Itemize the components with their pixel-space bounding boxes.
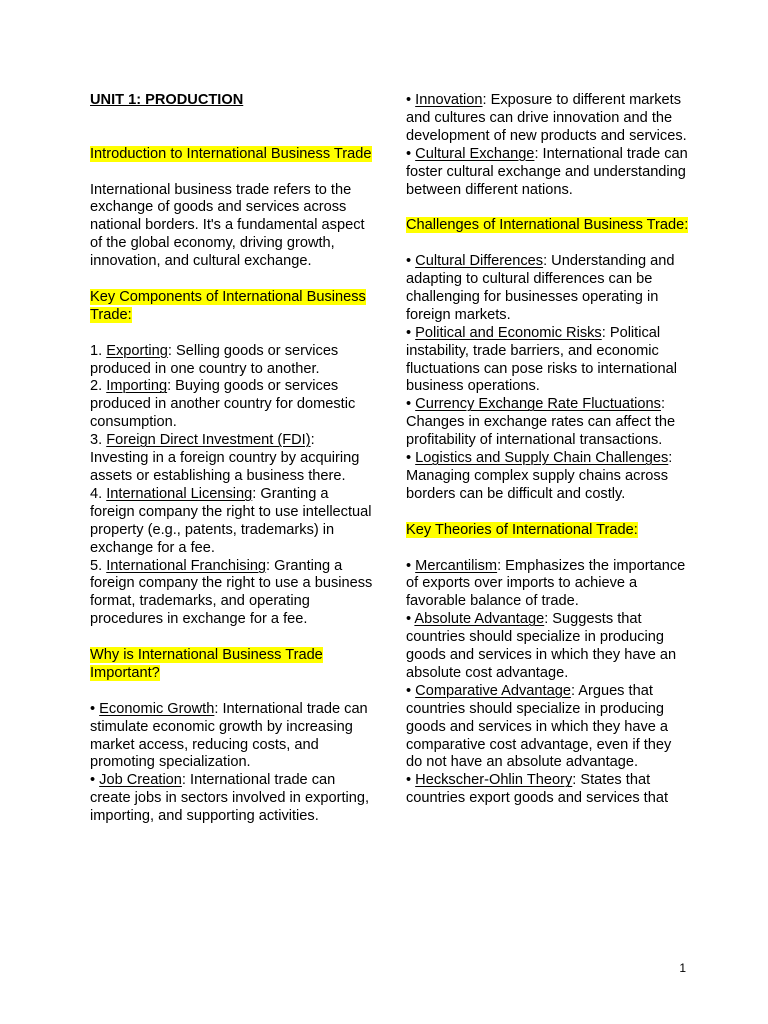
- list-item-foreign-direct-investment-fdi: [90, 432, 375, 486]
- list-item-heckscher-ohlin-theory: [406, 772, 691, 808]
- list-item-marker: 5.: [90, 557, 107, 574]
- list-item-term: Cultural Differences: [415, 253, 544, 270]
- list-item-marker: •: [90, 700, 100, 717]
- list-item-marker: •: [406, 145, 416, 162]
- section-heading: [90, 289, 375, 325]
- list-item-text: : Buying goods or services produced in another country for domestic consumption.: [90, 378, 356, 431]
- list-item-marker: 1.: [90, 342, 107, 359]
- list-item-text: : Granting a foreign company the right to use a business format, trademarks, and operating procedures in exchange for a fee.: [90, 557, 373, 628]
- section-heading-text: Challenges of International Business Trade:: [406, 217, 689, 234]
- list-item-text: : Selling goods or services produced in one country to another.: [90, 342, 339, 377]
- list-item-term: Currency Exchange Rate Fluctuations: [415, 396, 661, 413]
- list-item-innovation: [406, 92, 691, 146]
- list-item-marker: •: [406, 450, 416, 467]
- list-item-text: : Changes in exchange rates can affect the profitability of international transactions.: [406, 396, 676, 449]
- list-item-text: : Argues that countries should specialize in producing goods and services in which they have a comparative cost advantage, even if they do not have an absolute advantage.: [406, 682, 672, 771]
- list-item-term: International Franchising: [106, 557, 267, 574]
- list-item-text: : Emphasizes the importance of exports over imports to achieve a favorable balance of trade.: [406, 557, 686, 610]
- list-item-marker: •: [406, 611, 415, 628]
- right-column: [406, 92, 691, 808]
- list-item-text: : Managing complex supply chains across borders can be difficult and costly.: [406, 450, 673, 502]
- section-heading-text: Introduction to International Business Trade: [90, 145, 372, 162]
- list-item-term: International Licensing: [106, 485, 253, 502]
- list-item-marker: •: [406, 92, 416, 108]
- list-item-text: : International trade can stimulate economic growth by increasing market access, reducing costs, and promoting specialization.: [90, 700, 368, 771]
- list-item-marker: •: [90, 772, 100, 789]
- list-item-term: Mercantilism: [415, 557, 498, 574]
- section-heading-text: Key Theories of International Trade:: [406, 521, 638, 538]
- section-heading: [406, 217, 691, 235]
- list-item-term: Economic Growth: [99, 700, 215, 717]
- page-title: UNIT 1: PRODUCTION: [90, 92, 244, 108]
- list-item-exporting: [90, 343, 375, 379]
- list-item-term: Importing: [106, 378, 168, 395]
- page-number: 1: [679, 961, 686, 975]
- section-heading-text: Why is International Business Trade Important?: [90, 647, 323, 681]
- list-item-term: Political and Economic Risks: [415, 324, 602, 341]
- left-column: [90, 92, 375, 826]
- list-item-marker: •: [406, 253, 416, 270]
- list-item-term: Job Creation: [99, 772, 182, 789]
- paragraph: International business trade refers to the exchange of goods and services across national borders. It's a fundamental aspect of the global economy, driving growth, innovation, and cultural exchange.: [90, 181, 365, 270]
- list-item-marker: •: [406, 557, 416, 574]
- list-item-marker: •: [406, 772, 416, 789]
- list-item-term: Comparative Advantage: [415, 682, 571, 699]
- section-heading: [90, 647, 375, 683]
- list-item-text: : Political instability, trade barriers, and economic fluctuations can pose risks to international business operations.: [406, 324, 677, 395]
- list-item-importing: [90, 378, 375, 432]
- list-item-economic-growth: [90, 701, 375, 773]
- list-item-text: : Suggests that countries should specialize in producing goods and services in which they have an absolute cost advantage.: [406, 611, 677, 681]
- list-item-marker: 2.: [90, 378, 107, 395]
- list-item-term: Heckscher-Ohlin Theory: [415, 772, 573, 789]
- list-item-text: : Investing in a foreign country by acquiring assets or establishing a business there.: [90, 432, 360, 484]
- list-item-marker: •: [406, 324, 416, 341]
- list-item-marker: •: [406, 396, 416, 413]
- list-item-term: Absolute Advantage: [414, 611, 545, 628]
- section-heading-text: Key Components of International Business Trade:: [90, 288, 366, 323]
- list-item-term: Innovation: [415, 92, 483, 108]
- list-item-international-licensing: [90, 486, 375, 558]
- list-item-currency-exchange-rate-fluctuations: [406, 396, 691, 450]
- list-item-text: : Exposure to different markets and cultures can drive innovation and the development of new products and services.: [406, 92, 687, 144]
- list-item-cultural-differences: [406, 253, 691, 325]
- list-item-marker: •: [406, 682, 416, 699]
- list-item-term: Foreign Direct Investment (FDI): [106, 432, 311, 449]
- list-item-job-creation: [90, 772, 375, 826]
- list-item-term: Exporting: [106, 342, 168, 359]
- list-item-term: Cultural Exchange: [415, 145, 535, 162]
- list-item-text: : Granting a foreign company the right to use intellectual property (e.g., patents, trademarks) in exchange for a fee.: [90, 485, 372, 556]
- list-item-international-franchising: [90, 558, 375, 630]
- list-item-cultural-exchange: [406, 146, 691, 200]
- list-item-marker: 3.: [90, 432, 107, 449]
- list-item-mercantilism: [406, 558, 691, 612]
- list-item-text: : International trade can foster cultural exchange and understanding between different nations.: [406, 145, 688, 198]
- list-item-comparative-advantage: [406, 683, 691, 773]
- list-item-text: : Understanding and adapting to cultural differences can be challenging for businesses operating in foreign markets.: [406, 253, 675, 323]
- section-heading: [406, 522, 691, 540]
- list-item-political-and-economic-risks: [406, 325, 691, 397]
- list-item-marker: 4.: [90, 485, 107, 502]
- list-item-term: Logistics and Supply Chain Challenges: [415, 450, 669, 467]
- list-item-text: : States that countries export goods and services that: [406, 772, 669, 807]
- list-item-absolute-advantage: [406, 611, 691, 683]
- list-item-logistics-and-supply-chain-challenges: [406, 450, 691, 504]
- list-item-text: : International trade can create jobs in sectors involved in exporting, importing, and supporting activities.: [90, 772, 370, 825]
- section-heading: [90, 146, 375, 164]
